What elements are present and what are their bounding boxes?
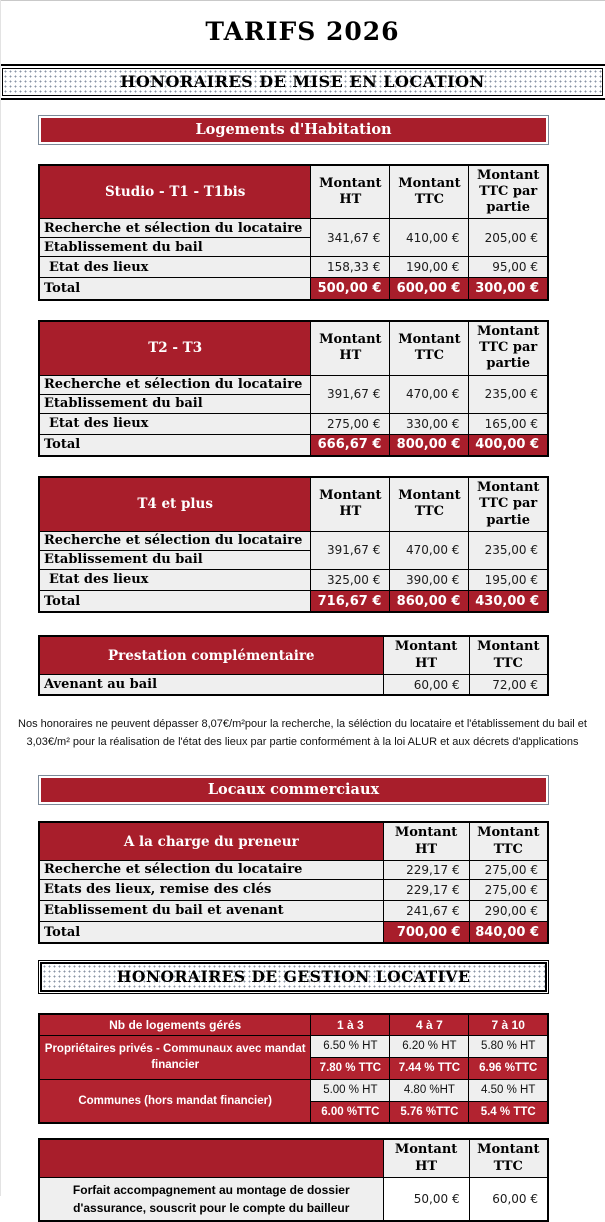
row-label-total: Total (39, 921, 383, 943)
cell-value-ttc-partie: 195,00 € (469, 569, 548, 590)
cell-total-ht: 700,00 € (383, 921, 469, 943)
banner-locaux-commerciaux (38, 775, 549, 805)
col-header-montant-ttc: Montant TTC (390, 321, 469, 375)
col-header-montant-ttc: Montant TTC (390, 477, 469, 531)
row-label-etats-des-lieux: Etats des lieux, remise des clés (39, 879, 383, 900)
cell-ht-7-a-10: 5.80 % HT (469, 1035, 548, 1057)
table-title: A la charge du preneur (39, 822, 383, 860)
col-header-nb-logements: Nb de logements gérés (39, 1014, 311, 1035)
cell-value-ttc: 72,00 € (469, 674, 548, 695)
section-header-gestion-locative (38, 960, 549, 994)
table-title: T2 - T3 (39, 321, 311, 375)
col-header-montant-ttc: Montant TTC (469, 822, 548, 860)
cell-value-ttc: 330,00 € (390, 413, 469, 434)
cell-value-ht: 391,67 € (311, 531, 390, 569)
table-t4-et-plus (38, 476, 549, 613)
section-header-mise-en-location (0, 64, 605, 100)
cell-ht-4-a-7: 4.80 %HT (390, 1079, 469, 1101)
cell-value-ttc: 390,00 € (390, 569, 469, 590)
cell-value-ttc-partie: 165,00 € (469, 413, 548, 434)
row-label-forfait: Forfait accompagnement au montage de dossier d'assurance, souscrit pour le compte du bailleur (39, 1177, 383, 1221)
cell-value-ht: 275,00 € (311, 413, 390, 434)
cell-value-ttc: 290,00 € (469, 900, 548, 921)
col-header-montant-ttc-partie: Montant TTC par partie (469, 165, 548, 219)
cell-value-ttc-partie: 235,00 € (469, 531, 548, 569)
cell-value-ttc: 470,00 € (390, 531, 469, 569)
cell-ht-1-a-3: 5.00 % HT (311, 1079, 390, 1101)
cell-value-ttc: 470,00 € (390, 375, 469, 413)
cell-total-ttc: 600,00 € (390, 278, 469, 300)
row-label-recherche: Recherche et sélection du locataire (39, 860, 383, 879)
cell-value-ttc-partie: 205,00 € (469, 219, 548, 257)
row-label-etat-des-lieux: Etat des lieux (39, 569, 311, 590)
cell-value-ttc-partie: 235,00 € (469, 375, 548, 413)
cell-total-ttc: 840,00 € (469, 921, 548, 943)
banner-logements-habitation (38, 115, 549, 145)
table-title-empty (39, 1139, 383, 1177)
table-forfait-accompagnement (38, 1138, 549, 1222)
row-label-bail: Etablissement du bail (39, 550, 311, 569)
col-header-montant-ttc-partie: Montant TTC par partie (469, 477, 548, 531)
cell-total-ttc-partie: 430,00 € (469, 590, 548, 612)
content-column-commerciaux (38, 775, 549, 1222)
cell-value-ttc: 275,00 € (469, 879, 548, 900)
row-label-etablissement-bail: Etablissement du bail et avenant (39, 900, 383, 921)
row-label-bail: Etablissement du bail (39, 394, 311, 413)
cell-total-ttc: 800,00 € (390, 434, 469, 456)
col-header-1-a-3: 1 à 3 (311, 1014, 390, 1035)
cell-ttc-7-a-10: 5.4 % TTC (469, 1101, 548, 1123)
col-header-montant-ttc: Montant TTC (390, 165, 469, 219)
cell-total-ht: 666,67 € (311, 434, 390, 456)
row-label-etat-des-lieux: Etat des lieux (39, 413, 311, 434)
cell-value-ht: 229,17 € (383, 879, 469, 900)
col-header-montant-ht: Montant HT (311, 165, 390, 219)
cell-value-ht: 241,67 € (383, 900, 469, 921)
row-label-etat-des-lieux: Etat des lieux (39, 257, 311, 278)
cell-ht-4-a-7: 6.20 % HT (390, 1035, 469, 1057)
row-label-total: Total (39, 434, 311, 456)
table-title: T4 et plus (39, 477, 311, 531)
col-header-montant-ttc-partie: Montant TTC par partie (469, 321, 548, 375)
row-label-bail: Etablissement du bail (39, 238, 311, 257)
row-label-recherche: Recherche et sélection du locataire (39, 531, 311, 550)
col-header-montant-ht: Montant HT (311, 321, 390, 375)
cell-value-ht: 229,17 € (383, 860, 469, 879)
section-header-gestion-locative-label: HONORAIRES DE GESTION LOCATIVE (40, 962, 547, 992)
row-label-communes: Communes (hors mandat financier) (39, 1079, 311, 1123)
section-header-mise-en-location-label: HONORAIRES DE MISE EN LOCATION (2, 68, 603, 96)
row-label-avenant: Avenant au bail (39, 674, 383, 695)
col-header-montant-ht: Montant HT (383, 636, 469, 674)
cell-ttc-4-a-7: 7.44 % TTC (390, 1057, 469, 1079)
cell-value-ttc: 410,00 € (390, 219, 469, 257)
table-t2-t3 (38, 320, 549, 457)
table-title: Studio - T1 - T1bis (39, 165, 311, 219)
table-a-la-charge-du-preneur (38, 821, 549, 944)
cell-ttc-4-a-7: 5.76 %TTC (390, 1101, 469, 1123)
cell-value-ht: 391,67 € (311, 375, 390, 413)
content-column (38, 115, 549, 697)
cell-total-ht: 500,00 € (311, 278, 390, 300)
row-label-recherche: Recherche et sélection du locataire (39, 219, 311, 238)
col-header-7-a-10: 7 à 10 (469, 1014, 548, 1035)
cell-value-ht: 325,00 € (311, 569, 390, 590)
table-prestation-complementaire (38, 635, 549, 696)
cell-value-ht: 50,00 € (383, 1177, 469, 1221)
cell-value-ttc: 190,00 € (390, 257, 469, 278)
legal-note: Nos honoraires ne peuvent dépasser 8,07€/m²pour la recherche, la séléction du locataire et l'établissement du bail et 3,03€/m² pour la réalisation de l'état des lieux par partie conformément à la loi ALUR et aux décrets d'applications (18, 718, 587, 748)
cell-total-ttc: 860,00 € (390, 590, 469, 612)
cell-value-ht: 341,67 € (311, 219, 390, 257)
cell-ht-1-a-3: 6.50 % HT (311, 1035, 390, 1057)
cell-value-ttc: 60,00 € (469, 1177, 548, 1221)
banner-locaux-commerciaux-label: Locaux commerciaux (41, 778, 546, 802)
cell-value-ht: 158,33 € (311, 257, 390, 278)
table-studio-t1-t1bis (38, 164, 549, 301)
cell-ht-7-a-10: 4.50 % HT (469, 1079, 548, 1101)
banner-logements-habitation-label: Logements d'Habitation (41, 118, 546, 142)
table-gestion-locative (38, 1013, 549, 1124)
row-label-total: Total (39, 278, 311, 300)
cell-total-ttc-partie: 300,00 € (469, 278, 548, 300)
cell-total-ttc-partie: 400,00 € (469, 434, 548, 456)
row-label-total: Total (39, 590, 311, 612)
row-label-proprietaires-prives: Propriétaires privés - Communaux avec mandat financier (39, 1035, 311, 1079)
col-header-montant-ht: Montant HT (383, 1139, 469, 1177)
cell-total-ht: 716,67 € (311, 590, 390, 612)
col-header-montant-ttc: Montant TTC (469, 1139, 548, 1177)
cell-value-ttc: 275,00 € (469, 860, 548, 879)
cell-ttc-7-a-10: 6.96 %TTC (469, 1057, 548, 1079)
cell-value-ttc-partie: 95,00 € (469, 257, 548, 278)
page-title: TARIFS 2026 (205, 17, 400, 46)
row-label-recherche: Recherche et sélection du locataire (39, 375, 311, 394)
table-title: Prestation complémentaire (39, 636, 383, 674)
col-header-4-a-7: 4 à 7 (390, 1014, 469, 1035)
cell-ttc-1-a-3: 7.80 % TTC (311, 1057, 390, 1079)
col-header-montant-ht: Montant HT (383, 822, 469, 860)
col-header-montant-ttc: Montant TTC (469, 636, 548, 674)
cell-ttc-1-a-3: 6.00 %TTC (311, 1101, 390, 1123)
cell-value-ht: 60,00 € (383, 674, 469, 695)
col-header-montant-ht: Montant HT (311, 477, 390, 531)
